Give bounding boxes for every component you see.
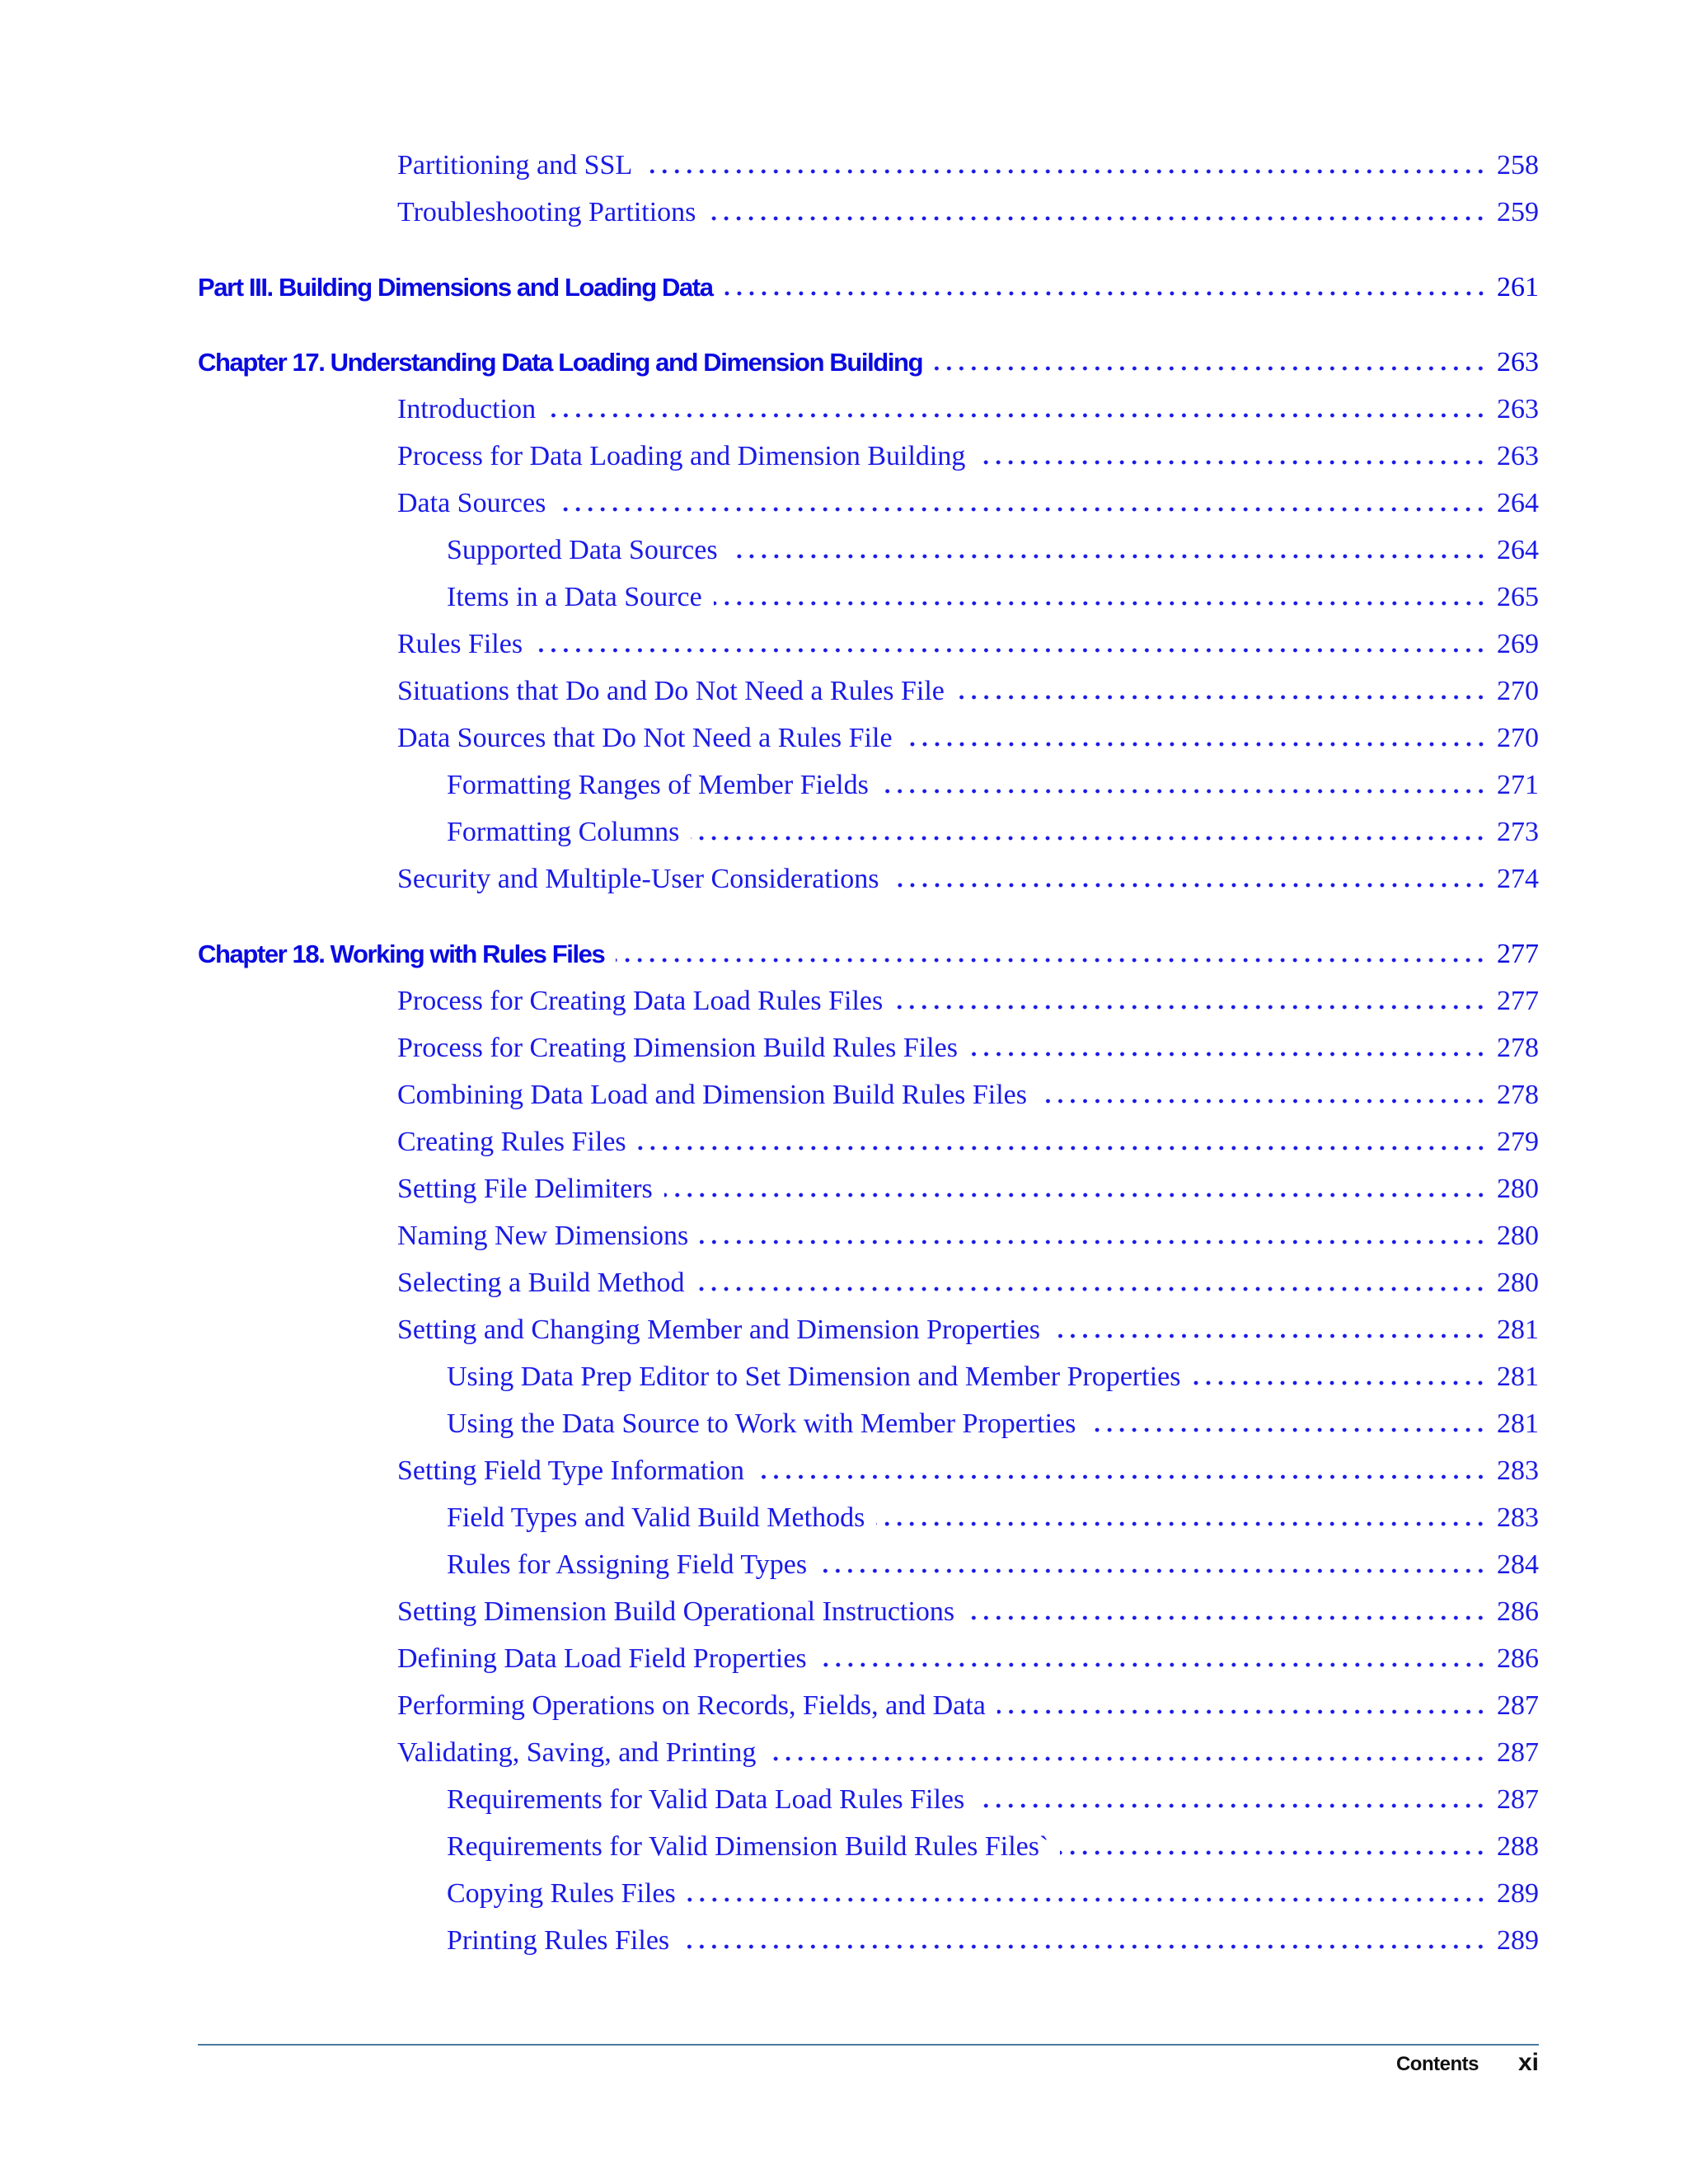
toc-entry-page-number[interactable]: 278 — [1497, 1033, 1539, 1063]
toc-entry-title[interactable]: Combining Data Load and Dimension Build Rules Files — [397, 1080, 1028, 1110]
toc-entry-page-number[interactable]: 284 — [1497, 1549, 1539, 1580]
toc-entry-title[interactable]: Field Types and Valid Build Methods — [447, 1502, 865, 1533]
dot-leader — [997, 1709, 1487, 1714]
toc-entry-page-number[interactable]: 289 — [1497, 1878, 1539, 1909]
toc-entry-title[interactable]: Items in a Data Source — [447, 582, 702, 612]
toc-entry[interactable] — [198, 1729, 1539, 1776]
toc-entry-page-number[interactable]: 258 — [1497, 150, 1539, 180]
dot-leader — [977, 460, 1487, 465]
dot-leader — [1060, 1850, 1487, 1855]
dot-leader — [894, 1005, 1487, 1010]
toc-entry[interactable] — [198, 1071, 1539, 1118]
toc-entry-title[interactable]: Performing Operations on Records, Fields, and Data — [397, 1690, 986, 1721]
toc-entry[interactable] — [198, 1447, 1539, 1494]
toc-entry[interactable] — [198, 574, 1539, 621]
toc-entry[interactable] — [198, 1400, 1539, 1447]
toc-entry[interactable] — [198, 1165, 1539, 1212]
dot-leader — [966, 1615, 1487, 1620]
toc-entry-page-number[interactable]: 283 — [1497, 1502, 1539, 1533]
toc-entry[interactable] — [198, 1917, 1539, 1964]
dot-leader — [880, 789, 1487, 794]
toc-entry-title[interactable]: Chapter 17. Understanding Data Loading and Dimension Building — [198, 348, 923, 377]
toc-entry-title[interactable]: Process for Creating Data Load Rules Files — [397, 986, 884, 1016]
toc-entry-title[interactable]: Supported Data Sources — [447, 535, 718, 565]
toc-entry-page-number[interactable]: 287 — [1497, 1690, 1539, 1721]
toc-entry-title[interactable]: Process for Data Loading and Dimension Building — [397, 441, 966, 471]
toc-entry[interactable] — [198, 142, 1539, 189]
toc-entry-page-number[interactable]: 280 — [1497, 1268, 1539, 1298]
toc-entry-page-number[interactable]: 280 — [1497, 1174, 1539, 1204]
toc-entry[interactable] — [198, 1306, 1539, 1353]
dot-leader — [714, 601, 1487, 606]
toc-entry[interactable] — [198, 1776, 1539, 1823]
dot-leader — [818, 1662, 1487, 1667]
toc-entry[interactable] — [198, 1870, 1539, 1917]
dot-leader — [956, 695, 1487, 700]
toc-entry-page-number[interactable]: 263 — [1497, 394, 1539, 424]
dot-leader — [616, 958, 1487, 963]
toc-entry-title[interactable]: Rules Files — [397, 629, 523, 659]
toc-entry-title[interactable]: Printing Rules Files — [447, 1925, 670, 1956]
dot-leader — [638, 1146, 1487, 1151]
dot-leader — [904, 742, 1487, 747]
toc-entry[interactable] — [198, 1259, 1539, 1306]
dot-leader — [681, 1944, 1487, 1949]
toc-entry[interactable] — [198, 1494, 1539, 1541]
dot-leader — [934, 366, 1487, 371]
dot-leader — [724, 291, 1487, 296]
toc-entry[interactable] — [198, 1635, 1539, 1682]
toc-entry[interactable] — [198, 621, 1539, 668]
toc-entry-title[interactable]: Validating, Saving, and Printing — [397, 1737, 757, 1768]
toc-entry-title[interactable]: Setting Dimension Build Operational Instructions — [397, 1596, 955, 1627]
toc-entry-title[interactable]: Partitioning and SSL — [397, 150, 633, 180]
toc-entry-title[interactable]: Formatting Columns — [447, 817, 680, 847]
toc-entry-title[interactable]: Formatting Ranges of Member Fields — [447, 770, 869, 800]
toc-entry[interactable] — [198, 386, 1539, 433]
toc-entry-page-number[interactable]: 281 — [1497, 1408, 1539, 1439]
toc-entry-page-number[interactable]: 279 — [1497, 1127, 1539, 1157]
dot-leader — [1087, 1427, 1487, 1432]
toc-entry-title[interactable]: Introduction — [397, 394, 537, 424]
toc-entry[interactable] — [198, 1212, 1539, 1259]
toc-entry[interactable] — [198, 1541, 1539, 1588]
toc-entry[interactable] — [198, 1024, 1539, 1071]
toc-entry-title[interactable]: Using the Data Source to Work with Member Properties — [447, 1408, 1076, 1439]
toc-entry[interactable] — [198, 1118, 1539, 1165]
toc-entry-page-number[interactable]: 271 — [1497, 770, 1539, 800]
toc-entry-page-number[interactable]: 264 — [1497, 488, 1539, 518]
toc-entry[interactable] — [198, 1682, 1539, 1729]
toc-entry[interactable] — [198, 1823, 1539, 1870]
dot-leader — [691, 836, 1487, 841]
footer-divider — [198, 2044, 1539, 2046]
dot-leader — [707, 216, 1487, 221]
toc-heading-entry[interactable] — [198, 930, 1539, 977]
toc-entry[interactable] — [198, 715, 1539, 762]
toc-entry-title[interactable]: Using Data Prep Editor to Set Dimension and Member Properties — [447, 1361, 1181, 1392]
toc-entry-page-number[interactable]: 274 — [1497, 864, 1539, 894]
toc-entry-page-number[interactable]: 263 — [1497, 441, 1539, 471]
dot-leader — [534, 648, 1487, 653]
toc-entry-page-number[interactable]: 263 — [1497, 347, 1539, 377]
dot-leader — [1052, 1333, 1487, 1338]
toc-entry[interactable] — [198, 855, 1539, 902]
dot-leader — [729, 554, 1487, 559]
toc-entry-title[interactable]: Security and Multiple-User Considerations — [397, 864, 879, 894]
toc-entry-page-number[interactable]: 277 — [1497, 939, 1539, 969]
dot-leader — [976, 1803, 1487, 1808]
dot-leader — [664, 1193, 1487, 1197]
toc-entry-title[interactable]: Rules for Assigning Field Types — [447, 1549, 808, 1580]
toc-entry-page-number[interactable]: 273 — [1497, 817, 1539, 847]
toc-entry-page-number[interactable]: 289 — [1497, 1925, 1539, 1956]
toc-entry-title[interactable]: Requirements for Valid Data Load Rules Files — [447, 1784, 965, 1815]
dot-leader — [818, 1568, 1487, 1573]
dot-leader — [1039, 1099, 1487, 1104]
toc-entry-title[interactable]: Copying Rules Files — [447, 1878, 676, 1909]
toc-entry[interactable] — [198, 527, 1539, 574]
toc-entry-page-number[interactable]: 270 — [1497, 723, 1539, 753]
toc-entry[interactable] — [198, 480, 1539, 527]
dot-leader — [700, 1240, 1487, 1244]
toc-entry[interactable] — [198, 762, 1539, 808]
toc-entry-title[interactable]: Creating Rules Files — [397, 1127, 626, 1157]
dot-leader — [767, 1756, 1487, 1761]
toc-entry-title[interactable]: Requirements for Valid Dimension Build Rules Files` — [447, 1831, 1049, 1862]
toc-entry-page-number[interactable]: 277 — [1497, 986, 1539, 1016]
dot-leader — [547, 413, 1487, 418]
toc-entry-page-number[interactable]: 265 — [1497, 582, 1539, 612]
toc-entry-title[interactable]: Setting and Changing Member and Dimension Properties — [397, 1315, 1040, 1345]
toc-entry-title[interactable]: Data Sources — [397, 488, 546, 518]
toc-entry[interactable] — [198, 189, 1539, 236]
toc-entry-page-number[interactable]: 283 — [1497, 1455, 1539, 1486]
toc-entry-page-number[interactable]: 286 — [1497, 1643, 1539, 1674]
toc-entry-page-number[interactable]: 281 — [1497, 1315, 1539, 1345]
toc-entry-page-number[interactable]: 287 — [1497, 1784, 1539, 1815]
toc-entry-page-number[interactable]: 287 — [1497, 1737, 1539, 1768]
toc-entry-page-number[interactable]: 278 — [1497, 1080, 1539, 1110]
toc-entry-page-number[interactable]: 281 — [1497, 1361, 1539, 1392]
toc-entry[interactable] — [198, 1353, 1539, 1400]
toc-entry[interactable] — [198, 977, 1539, 1024]
toc-entry-title[interactable]: Defining Data Load Field Properties — [397, 1643, 807, 1674]
dot-leader — [876, 1521, 1487, 1526]
toc-entry-title[interactable]: Naming New Dimensions — [397, 1221, 689, 1251]
footer-page-number: xi — [1517, 2049, 1539, 2076]
toc-entry-title[interactable]: Setting File Delimiters — [397, 1174, 653, 1204]
toc-entry-title[interactable]: Situations that Do and Do Not Need a Rules File — [397, 676, 945, 706]
dot-leader — [696, 1286, 1487, 1291]
toc-entry-page-number[interactable]: 259 — [1497, 197, 1539, 227]
toc-entry-page-number[interactable]: 288 — [1497, 1831, 1539, 1862]
toc-entry-page-number[interactable]: 280 — [1497, 1221, 1539, 1251]
toc-entry-page-number[interactable]: 261 — [1497, 272, 1539, 302]
toc-entry[interactable] — [198, 433, 1539, 480]
toc-entry-title[interactable]: Part III. Building Dimensions and Loading Data — [198, 273, 713, 302]
footer-section-label: Contents — [1395, 2053, 1479, 2075]
toc-entry-page-number[interactable]: 269 — [1497, 629, 1539, 659]
toc-entry-page-number[interactable]: 270 — [1497, 676, 1539, 706]
dot-leader — [1192, 1380, 1487, 1385]
dot-leader — [687, 1897, 1487, 1902]
dot-leader — [891, 883, 1487, 888]
toc-entry-title[interactable]: Process for Creating Dimension Build Rules Files — [397, 1033, 958, 1063]
toc-entry[interactable] — [198, 1588, 1539, 1635]
toc-entry[interactable] — [198, 668, 1539, 715]
page-footer — [1396, 2049, 1539, 2077]
toc-heading-entry[interactable] — [198, 339, 1539, 386]
toc-heading-entry[interactable] — [198, 264, 1539, 311]
toc-entry-page-number[interactable]: 264 — [1497, 535, 1539, 565]
toc-entry[interactable] — [198, 808, 1539, 855]
dot-leader — [557, 507, 1487, 512]
toc-entry-title[interactable]: Data Sources that Do Not Need a Rules File — [397, 723, 893, 753]
toc-entry-title[interactable]: Chapter 18. Working with Rules Files — [198, 940, 605, 968]
toc-entry-title[interactable]: Selecting a Build Method — [397, 1268, 685, 1298]
dot-leader — [644, 169, 1487, 174]
table-of-contents — [198, 142, 1539, 1964]
toc-entry-page-number[interactable]: 286 — [1497, 1596, 1539, 1627]
dot-leader — [756, 1474, 1487, 1479]
toc-entry-title[interactable]: Setting Field Type Information — [397, 1455, 744, 1486]
dot-leader — [969, 1052, 1487, 1057]
toc-entry-title[interactable]: Troubleshooting Partitions — [397, 197, 696, 227]
